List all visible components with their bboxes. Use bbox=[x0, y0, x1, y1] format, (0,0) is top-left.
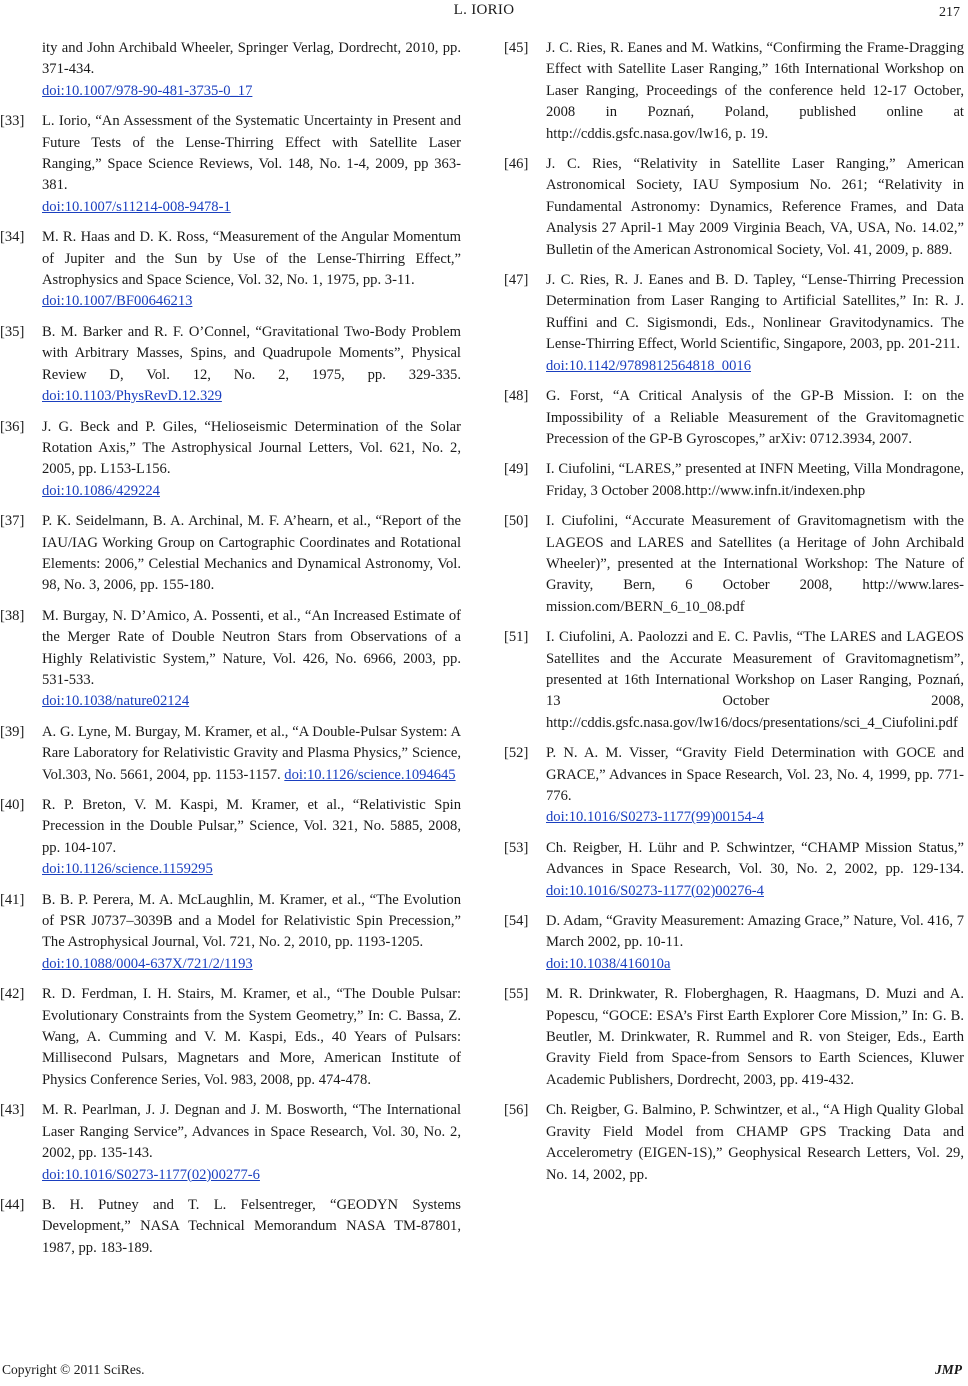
reference-text: M. R. Drinkwater, R. Floberghagen, R. Haagmans, D. Muzi and A. Popescu, “GOCE: ESA’s First Earth Explorer Core Mission,” In: G. B. Beutler, M. Drinkwater, R. Rummel and R. von Steiger, Eds., Earth Gravity Field from Space-from Sensors to Earth Sciences, Kluwer Academic Publishers, Dordrecht, 2003, pp. 419-432. bbox=[546, 986, 964, 1088]
reference-item bbox=[504, 270, 964, 377]
reference-item bbox=[0, 606, 461, 713]
reference-number: [40] bbox=[0, 797, 25, 813]
reference-item bbox=[0, 227, 461, 313]
reference-text: I. Ciufolini, A. Paolozzi and E. C. Pavlis, “The LARES and LAGEOS Satellites and the Accurate Measurement of Gravitomagnetism”, presented at 16th International Workshop on Laser Ranging, Poznań, 13 October 2008, http://cddis.gsfc.nasa.gov/lw16/docs/presentations/sci_4_Ciufolini.pdf bbox=[546, 629, 964, 731]
reference-number: [39] bbox=[0, 723, 25, 740]
doi-link[interactable]: doi:10.1142/9789812564818_0016 bbox=[546, 357, 751, 374]
doi-link[interactable]: doi:10.1086/429224 bbox=[42, 482, 160, 499]
reference-item bbox=[504, 1100, 964, 1186]
reference-text: D. Adam, “Gravity Measurement: Amazing Grace,” Nature, Vol. 416, 7 March 2002, pp. 10-11. bbox=[546, 913, 964, 951]
references-left-column bbox=[0, 38, 461, 1268]
reference-item bbox=[504, 911, 964, 975]
reference-item bbox=[0, 322, 461, 408]
reference-number: [42] bbox=[0, 986, 25, 1003]
doi-link[interactable]: doi:10.1126/science.1094645 bbox=[284, 766, 456, 783]
reference-item bbox=[504, 743, 964, 829]
reference-number: [56] bbox=[504, 1102, 529, 1119]
reference-text: M. Burgay, N. D’Amico, A. Possenti, et al., “An Increased Estimate of the Merger Rate of Double Neutron Stars from Observations of a Highly Relativistic System,” Nature, Vol. 426, No. 6966, 2003, pp. 531-533. bbox=[42, 607, 461, 688]
reference-number: [38] bbox=[0, 607, 25, 624]
reference-number: [52] bbox=[504, 745, 529, 762]
reference-item bbox=[504, 154, 964, 261]
reference-item bbox=[0, 795, 461, 881]
journal-abbreviation: JMP bbox=[935, 1362, 962, 1377]
reference-item bbox=[0, 417, 461, 503]
reference-number: [55] bbox=[504, 986, 529, 1003]
reference-text: J. C. Ries, R. J. Eanes and B. D. Tapley, “Lense-Thirring Precession Determination from Laser Ranging to Artificial Satellites,” In: R. J. Ruffini and C. Sigismondi, Eds., Nonlinear Gravitodynamics. The Lense-Thirring Effect, World Scientific, Singapore, 2003, pp. 201-211. bbox=[546, 272, 964, 353]
reference-item bbox=[0, 1100, 461, 1186]
reference-item bbox=[504, 38, 964, 145]
reference-text: J. G. Beck and P. Giles, “Helioseismic Determination of the Solar Rotation Axis,” The Astrophysical Journal Letters, Vol. 621, No. 2, 2005, pp. L153-L156. bbox=[42, 418, 461, 478]
reference-text: B. B. P. Perera, M. A. McLaughlin, M. Kramer, et al., “The Evolution of PSR J0737–3039B and a Model for Relativistic Spin Precession,” The Astrophysical Journal, Vol. 721, No. 2, 2010, pp. 1193-1205. bbox=[42, 891, 461, 951]
reference-item bbox=[0, 722, 461, 786]
reference-text: I. Ciufolini, “LARES,” presented at INFN Meeting, Villa Mondragone, Friday, 3 October 2008.http://www.infn.it/indexen.php bbox=[546, 461, 964, 499]
reference-text: Ch. Reigber, G. Balmino, P. Schwintzer, et al., “A High Quality Global Gravity Field Model from CHAMP GPS Tracking Data and Accelerometry (EIGEN-1S),” Geophysical Research Letters, Vol. 29, No. 14, 2002, pp. bbox=[546, 1102, 964, 1183]
reference-text: I. Ciufolini, “Accurate Measurement of Gravitomagnetism with the LAGEOS and LARES and Satellites (a Heritage of John Archibald Wheeler)”, presented at the International Workshop: The Nature of Gravity, Bern, 6 October 2008, http://www.lares-mission.com/BERN_6_10_08.pdf bbox=[546, 513, 964, 615]
reference-item bbox=[504, 838, 964, 902]
reference-text: P. N. A. M. Visser, “Gravity Field Determination with GOCE and GRACE,” Advances in Space Research, Vol. 23, No. 4, 1999, pp. 771-776. bbox=[546, 745, 964, 804]
doi-link[interactable]: doi:10.1016/S0273-1177(99)00154-4 bbox=[546, 809, 764, 826]
reference-text: Ch. Reigber, H. Lühr and P. Schwintzer, “CHAMP Mission Status,” Advances in Space Research, Vol. 30, No. 2, 2002, pp. 129-134. bbox=[546, 839, 964, 878]
reference-item bbox=[504, 511, 964, 618]
doi-link[interactable]: doi:10.1007/BF00646213 bbox=[42, 293, 193, 310]
doi-link[interactable]: doi:10.1038/416010a bbox=[546, 955, 671, 972]
reference-item bbox=[504, 386, 964, 450]
references-right-column bbox=[504, 38, 964, 1195]
reference-number: [35] bbox=[0, 323, 25, 340]
reference-text: J. C. Ries, “Relativity in Satellite Laser Ranging,” American Astronomical Society, IAU Symposium No. 261; “Relativity in Fundamental Astronomy: Dynamics, Reference Frames, and Data Analysis 27 April-1 May 2009 Virginia Beach, VA, USA, No. 14.02,” Bulletin of the American Astronomical Society, Vol. 41, 2009, p. 889. bbox=[546, 156, 964, 258]
doi-link[interactable]: doi:10.1088/0004-637X/721/2/1193 bbox=[42, 955, 253, 972]
reference-item bbox=[0, 984, 461, 1091]
reference-number: [50] bbox=[504, 513, 529, 530]
reference-text: M. R. Pearlman, J. J. Degnan and J. M. Bosworth, “The International Laser Ranging Service”, Advances in Space Research, Vol. 30, No. 2, 2002, pp. 135-143. bbox=[42, 1102, 461, 1162]
reference-text: M. R. Haas and D. K. Ross, “Measurement of the Angular Momentum of Jupiter and the Sun by Use of the Lense-Thirring Effect,” Astrophysics and Space Science, Vol. 32, No. 1, 1975, pp. 3-11. bbox=[42, 229, 461, 289]
reference-item bbox=[0, 38, 461, 102]
reference-text: P. K. Seidelmann, B. A. Archinal, M. F. A’hearn, et al., “Report of the IAU/IAG Working Group on Cartographic Coordinates and Rotational Elements: 2006,” Celestial Mechanics and Dynamical Astronomy, Vol. 98, No. 3, 2006, pp. 155-180. bbox=[42, 513, 461, 594]
page-number: 217 bbox=[939, 5, 960, 20]
reference-text: R. D. Ferdman, I. H. Stairs, M. Kramer, et al., “The Double Pulsar: Evolutionary Constraints from the System Geometry,” In: C. Bassa, Z. Wang, A. Cumming and V. M. Kaspi, Eds., 40 Years of Pulsars: Millisecond Pulsars, Magnetars and More, American Institute of Physics Conference Series, Vol. 983, 2008, pp. 474-478. bbox=[42, 986, 461, 1088]
doi-link[interactable]: doi:10.1016/S0273-1177(02)00277-6 bbox=[42, 1166, 260, 1183]
reference-number: [36] bbox=[0, 418, 25, 435]
reference-number: [49] bbox=[504, 461, 529, 478]
doi-link[interactable]: doi:10.1007/s11214-008-9478-1 bbox=[42, 198, 231, 215]
reference-item bbox=[504, 984, 964, 1091]
reference-text: R. P. Breton, V. M. Kaspi, M. Kramer, et al., “Relativistic Spin Precession in the Double Pulsar,” Science, Vol. 321, No. 5885, 2008, pp. 104-107. bbox=[42, 797, 461, 856]
doi-link[interactable]: doi:10.1016/S0273-1177(02)00276-4 bbox=[546, 882, 764, 899]
reference-item bbox=[0, 111, 461, 218]
reference-number: [46] bbox=[504, 156, 529, 173]
reference-number: [53] bbox=[504, 839, 529, 856]
reference-item bbox=[0, 1195, 461, 1259]
reference-number: [47] bbox=[504, 272, 529, 289]
reference-item bbox=[504, 627, 964, 734]
reference-text: B. M. Barker and R. F. O’Connel, “Gravitational Two-Body Problem with Arbitrary Masses, Spins, and Quadrupole Moments”, Physical Review D, Vol. 12, No. 2, 1975, pp. 329-335. bbox=[42, 323, 461, 383]
doi-link[interactable]: doi:10.1126/science.1159295 bbox=[42, 861, 213, 878]
reference-number: [45] bbox=[504, 40, 529, 56]
running-head-author: L. IORIO bbox=[453, 2, 515, 18]
doi-link[interactable]: doi:10.1038/nature02124 bbox=[42, 693, 190, 710]
reference-number: [33] bbox=[0, 113, 25, 130]
reference-number: [41] bbox=[0, 891, 25, 908]
reference-number: [44] bbox=[0, 1196, 25, 1213]
reference-text: G. Forst, “A Critical Analysis of the GP-B Mission. I: on the Impossibility of a Reliable Measurement of the Gravitomagnetic Precession of the GP-B Gyroscopes,” arXiv: 0712.3934, 2007. bbox=[546, 388, 964, 447]
copyright-notice: Copyright © 2011 SciRes. bbox=[2, 1362, 145, 1377]
reference-text: ity and John Archibald Wheeler, Springer Verlag, Dordrecht, 2010, pp. 371-434. bbox=[42, 40, 461, 78]
doi-link[interactable]: doi:10.1103/PhysRevD.12.329 bbox=[42, 388, 222, 405]
reference-text: A. G. Lyne, M. Burgay, M. Kramer, et al., “A Double-Pulsar System: A Rare Laboratory for Relativistic Gravity and Plasma Physics,” Science, Vol.303, No. 5661, 2004, pp. 1153-1157. bbox=[42, 723, 461, 783]
reference-text: L. Iorio, “An Assessment of the Systematic Uncertainty in Present and Future Tests of the Lense-Thirring Effect with Satellite Laser Ranging,” Space Science Reviews, Vol. 148, No. 1-4, 2009, pp 363-381. bbox=[42, 113, 461, 194]
reference-item bbox=[0, 511, 461, 597]
reference-number: [48] bbox=[504, 388, 529, 405]
reference-number: [54] bbox=[504, 913, 529, 930]
reference-item bbox=[504, 459, 964, 502]
reference-number: [43] bbox=[0, 1102, 25, 1119]
reference-number: [37] bbox=[0, 513, 25, 530]
reference-number: [51] bbox=[504, 629, 529, 646]
doi-link[interactable]: doi:10.1007/978-90-481-3735-0_17 bbox=[42, 82, 253, 99]
reference-text: B. H. Putney and T. L. Felsentreger, “GEODYN Systems Development,” NASA Technical Memorandum NASA TM-87801, 1987, pp. 183-189. bbox=[42, 1196, 461, 1256]
reference-item bbox=[0, 890, 461, 976]
reference-text: J. C. Ries, R. Eanes and M. Watkins, “Confirming the Frame-Dragging Effect with Satellite Laser Ranging,” 16th International Workshop on Laser Ranging, Proceedings of the conference held 12-17 October, 2008 in Poznań, Poland, published online at http://cddis.gsfc.nasa.gov/lw16, p. 19. bbox=[546, 40, 964, 142]
reference-number: [34] bbox=[0, 229, 25, 246]
